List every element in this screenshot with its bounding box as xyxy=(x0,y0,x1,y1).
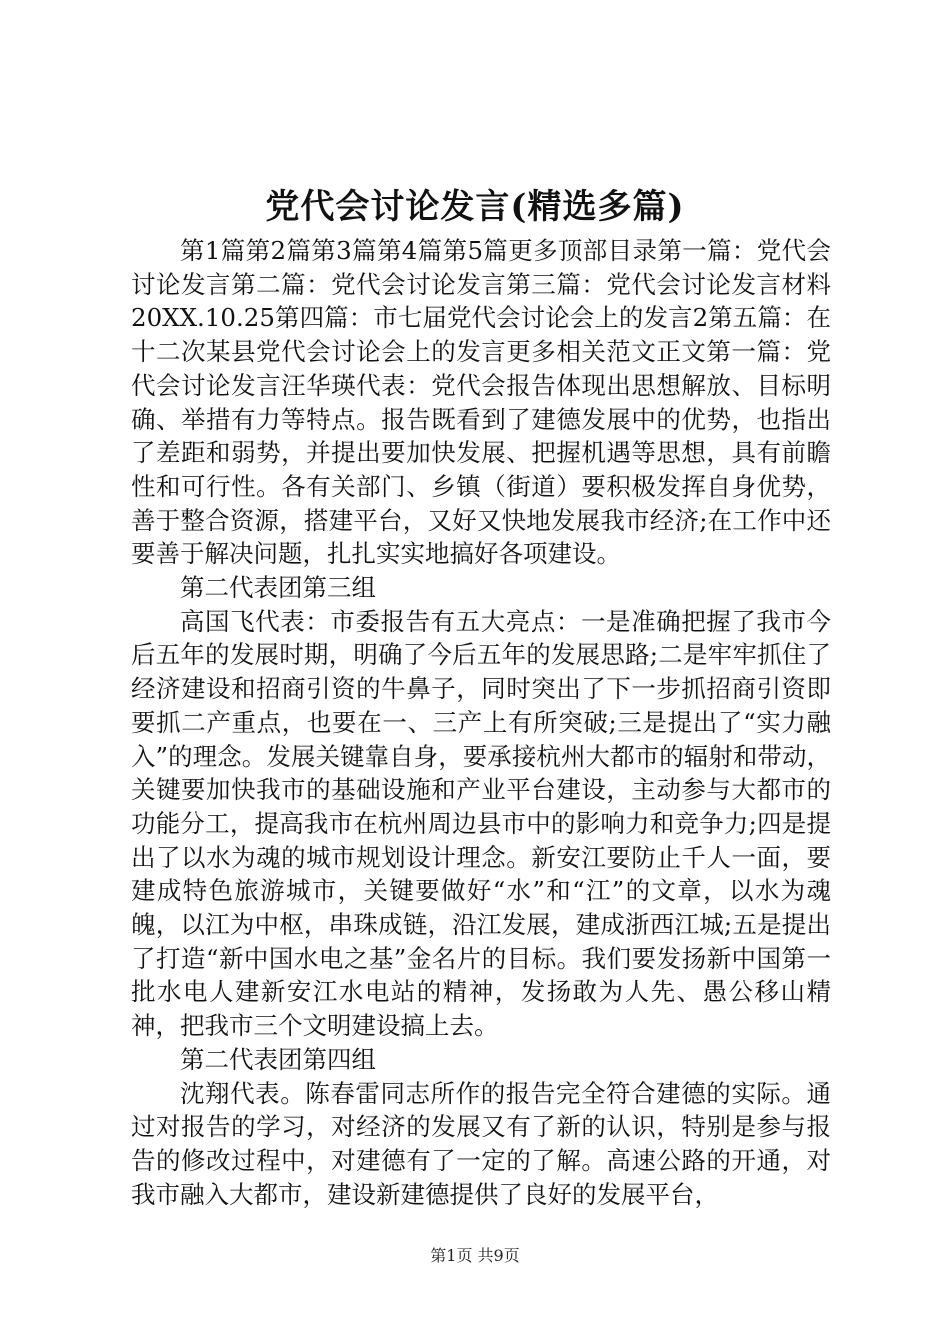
paragraph-shen-xiang: 沈翔代表。陈春雷同志所作的报告完全符合建德的实际。通过对报告的学习，对经济的发展又有了新的认识，特别是参与报告的修改过程中，对建德有了一定的了解。高速公路的开通，对我市融入大都市，建设新建德提供了良好的发展平台， xyxy=(131,1078,831,1209)
section-heading-group-3: 第二代表团第三组 xyxy=(180,573,376,603)
document-body xyxy=(131,234,831,1211)
paragraph-gao-guofei: 高国飞代表：市委报告有五大亮点：一是准确把握了我市今后五年的发展时期，明确了今后五年的发展思路;二是牢牢抓住了经济建设和招商引资的牛鼻子，同时突出了下一步抓招商引资即要抓二产重点，也要在一、三产上有所突破;三是提出了“实力融入”的理念。发展关键靠自身，要承接杭州大都市的辐射和带动，关键要加快我市的基础设施和产业平台建设，主动参与大都市的功能分工，提高我市在杭州周边县市中的影响力和竞争力;四是提出了以水为魂的城市规划设计理念。新安江要防止千人一面，要建成特色旅游城市，关键要做好“水”和“江”的文章，以水为魂魄，以江为中枢，串珠成链，沿江发展，建成浙西江城;五是提出了打造“新中国水电之基”金名片的目标。我们要发扬新中国第一批水电人建新安江水电站的精神，发扬敢为人先、愚公移山精神，把我市三个文明建设搞上去。 xyxy=(131,606,831,1041)
paragraph-intro: 第1篇第2篇第3篇第4篇第5篇更多顶部目录第一篇：党代会讨论发言第二篇：党代会讨论发言第三篇：党代会讨论发言材料20XX.10.25第四篇：市七届党代会讨论会上的发言2第五篇：在十二次某县党代会讨论会上的发言更多相关范文正文第一篇：党代会讨论发言汪华瑛代表：党代会报告体现出思想解放、目标明确、举措有力等特点。报告既看到了建德发展中的优势，也指出了差距和弱势，并提出要加快发展、把握机遇等思想，具有前瞻性和可行性。各有关部门、乡镇（街道）要积极发挥自身优势，善于整合资源，搭建平台，又好又快地发展我市经济;在工作中还要善于解决问题，扎扎实实地搞好各项建设。 xyxy=(131,236,831,569)
section-heading-group-4: 第二代表团第四组 xyxy=(180,1044,376,1074)
page-number-footer: 第1页 共9页 xyxy=(430,1246,520,1265)
document-title: 党代会讨论发言(精选多篇) xyxy=(265,187,685,227)
